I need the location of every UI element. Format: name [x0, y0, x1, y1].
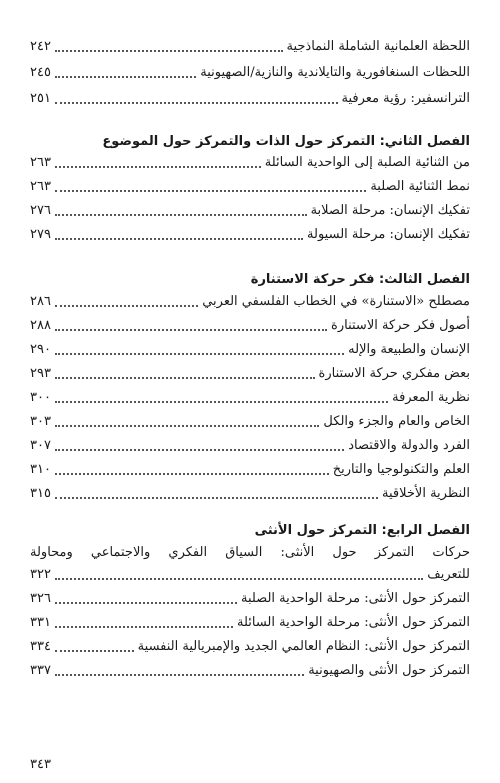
toc-entry-title: نمط الثنائية الصلبة [370, 179, 470, 194]
chapter-title: فكر حركة الاستنارة [250, 272, 375, 287]
leader-dots [55, 49, 283, 52]
leader-dots [55, 496, 378, 499]
leader-dots [55, 165, 261, 168]
toc-entry-page: ٣٢٦ [30, 591, 51, 606]
toc-entry-page: ٣٠٧ [30, 438, 51, 453]
toc-entry-page: ٢٨٨ [30, 318, 51, 333]
toc-entry [30, 339, 470, 361]
toc-entry-page: ٣٠٣ [30, 414, 51, 429]
toc-entry [30, 411, 470, 433]
toc-entry [30, 152, 470, 174]
toc-entry [30, 36, 470, 58]
page-number: ٣٤٣ [30, 757, 51, 772]
chapter-title: التمركز حول الأنثى [254, 523, 377, 538]
toc-entry [30, 176, 470, 198]
toc-entry-title: الإنسان والطبيعة والإله [348, 342, 470, 357]
toc-entry-page: ٢٨٦ [30, 294, 51, 309]
toc-entry-page: ٣٠٠ [30, 390, 51, 405]
leader-dots [55, 400, 388, 403]
chapter-label: الفصل الرابع [386, 523, 470, 538]
leader-dots [55, 189, 366, 192]
toc-entry-page: ٣٢٢ [30, 567, 51, 582]
leader-dots [55, 328, 327, 331]
toc-entry-title: أصول فكر حركة الاستنارة [331, 318, 470, 333]
toc-entry-title: النظرية الأخلاقية [382, 486, 470, 501]
chapter-title: التمركز حول الذات والتمركز حول الموضوع [102, 134, 376, 149]
toc-entry-title: الفرد والدولة والاقتصاد [348, 438, 470, 453]
toc-entry [30, 363, 470, 385]
toc-entry-page: ٢٧٦ [30, 203, 51, 218]
toc-entry-title: الخاص والعام والجزء والكل [323, 414, 470, 429]
toc-entry-page: ٢٩٠ [30, 342, 51, 357]
toc-entry-page: ٢٦٣ [30, 179, 51, 194]
toc-entry [30, 88, 470, 110]
chapter-label: الفصل الثاني [384, 134, 470, 149]
leader-dots [55, 424, 319, 427]
chapter-heading: الفصل الرابع: التمركز حول الأنثى [254, 523, 470, 538]
toc-entry-title: اللحظات السنغافورية والتايلاندية والنازية/الصهيونية [200, 65, 470, 80]
toc-entry-page: ٢٦٣ [30, 155, 51, 170]
toc-entry [30, 224, 470, 246]
leader-dots [55, 101, 338, 104]
toc-entry-page: ٢٥١ [30, 91, 51, 106]
toc-entry-page: ٣٣١ [30, 615, 51, 630]
toc-entry [30, 291, 470, 313]
chapter-label: الفصل الثالث [384, 272, 470, 287]
chapter-heading: الفصل الثالث: فكر حركة الاستنارة [250, 272, 470, 287]
leader-dots [55, 376, 315, 379]
toc-entry-title: بعض مفكري حركة الاستنارة [318, 366, 470, 381]
toc-entry [30, 483, 470, 505]
leader-dots [55, 601, 237, 604]
toc-entry [30, 588, 470, 610]
leader-dots [55, 75, 196, 78]
toc-entry-page: ٣١٥ [30, 486, 51, 501]
leader-dots [55, 577, 423, 580]
toc-entry [30, 612, 470, 634]
toc-entry [30, 62, 470, 84]
toc-entry [30, 315, 470, 337]
toc-entry-page: ٢٤٥ [30, 65, 51, 80]
toc-entry [30, 435, 470, 457]
leader-dots [55, 649, 134, 652]
leader-dots [55, 237, 303, 240]
toc-entry-page: ٣٣٤ [30, 639, 51, 654]
toc-entry-title: التمركز حول الأنثى: مرحلة الواحدية الصلبة [240, 591, 470, 606]
toc-entry-page: ٢٤٢ [30, 39, 51, 54]
toc-entry-title: تفكيك الإنسان: مرحلة السيولة [307, 227, 470, 242]
toc-entry-page: ٣١٠ [30, 462, 51, 477]
toc-entry-title-line1: حركات التمركز حول الأنثى: السياق الفكري والاجتماعي ومحاولة [30, 545, 470, 560]
leader-dots [55, 673, 304, 676]
toc-entry-title: تفكيك الإنسان: مرحلة الصلابة [310, 203, 470, 218]
leader-dots [55, 352, 344, 355]
chapter-heading: الفصل الثاني: التمركز حول الذات والتمركز حول الموضوع [102, 134, 470, 149]
toc-entry-title: من الثنائية الصلبة إلى الواحدية السائلة [264, 155, 470, 170]
toc-entry-title: التمركز حول الأنثى والصهيونية [308, 663, 470, 678]
toc-entry [30, 387, 470, 409]
toc-entry-title: التمركز حول الأنثى: مرحلة الواحدية السائلة [236, 615, 470, 630]
toc-entry [30, 660, 470, 682]
toc-entry [30, 200, 470, 222]
toc-entry-title: التمركز حول الأنثى: النظام العالمي الجديد والإمبريالية النفسية [137, 639, 470, 654]
toc-entry [30, 564, 470, 586]
leader-dots [55, 304, 198, 307]
toc-entry-page: ٢٧٩ [30, 227, 51, 242]
toc-entry-title: اللحظة العلمانية الشاملة النماذجية [286, 39, 470, 54]
leader-dots [55, 448, 344, 451]
toc-entry-title: للتعريف [427, 567, 470, 582]
toc-entry [30, 636, 470, 658]
leader-dots [55, 213, 307, 216]
toc-entry [30, 459, 470, 481]
toc-entry-title: العلم والتكنولوجيا والتاريخ [332, 462, 470, 477]
toc-entry-title: الترانسفير: رؤية معرفية [341, 91, 470, 106]
toc-entry-title: نظرية المعرفة [392, 390, 470, 405]
leader-dots [55, 625, 233, 628]
toc-entry-page: ٣٣٧ [30, 663, 51, 678]
toc-entry-page: ٢٩٣ [30, 366, 51, 381]
leader-dots [55, 472, 329, 475]
toc-entry-title: مصطلح «الاستنارة» في الخطاب الفلسفي العربي [202, 294, 470, 309]
